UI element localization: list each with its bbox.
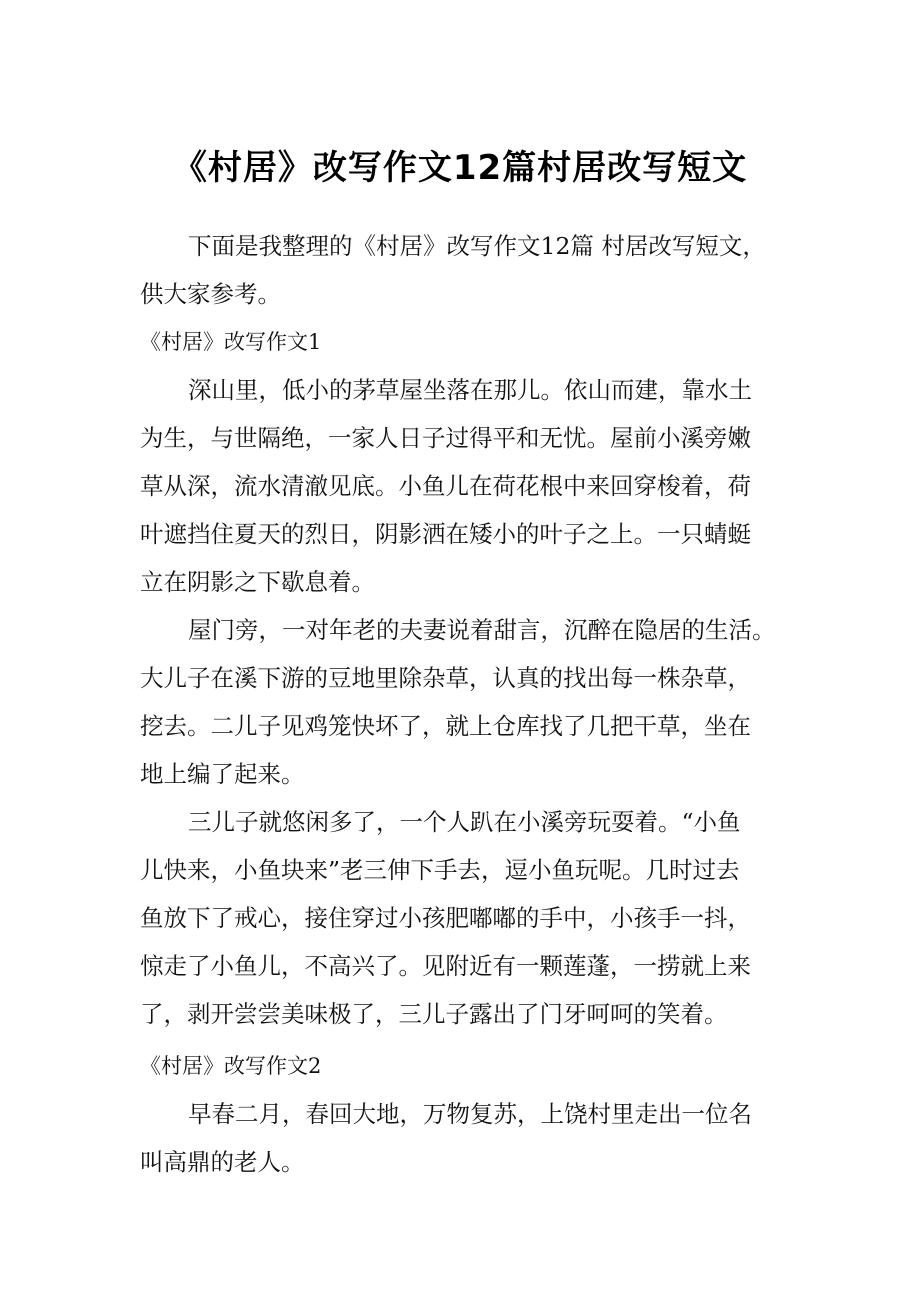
text-line: 惊走了小鱼儿，不高兴了。见附近有一颗莲蓬，一捞就上来: [140, 952, 751, 980]
text-line: 三儿子就悠闲多了，一个人趴在小溪旁玩耍着。“小鱼: [188, 808, 741, 836]
text-line: 立在阴影之下歇息着。: [140, 568, 375, 596]
text-line: 了，剥开尝尝美味极了，三儿子露出了门牙呵呵的笑着。: [140, 1000, 728, 1028]
intro-paragraph: [140, 222, 790, 318]
text-line: 鱼放下了戒心，接住穿过小孩肥嘟嘟的手中，小孩手一抖，: [140, 904, 751, 932]
text-line: 儿快来，小鱼块来”老三伸下手去，逗小鱼玩呢。几时过去: [140, 856, 740, 884]
section-heading: 《村居》改写作文1: [140, 330, 322, 354]
text-line: 早春二月，春回大地，万物复苏，上饶村里走出一位名: [188, 1100, 752, 1128]
paragraph: [140, 606, 790, 798]
text-line: 屋门旁，一对年老的夫妻说着甜言，沉醉在隐居的生活。: [188, 616, 776, 644]
section-heading: 《村居》改写作文2: [140, 1054, 322, 1078]
text-line: 叶遮挡住夏天的烈日，阴影洒在矮小的叶子之上。一只蜻蜓: [140, 520, 751, 548]
text-line: 下面是我整理的《村居》改写作文12篇 村居改写短文，: [188, 232, 766, 260]
paragraph: [140, 798, 790, 1038]
text-line: 深山里，低小的茅草屋坐落在那儿。依山而建，靠水土: [188, 376, 752, 404]
text-line: 大儿子在溪下游的豆地里除杂草，认真的找出每一株杂草，: [140, 664, 751, 692]
text-line: 草从深，流水清澈见底。小鱼儿在荷花根中来回穿梭着，荷: [140, 472, 751, 500]
paragraph: [140, 366, 790, 606]
text-line: 挖去。二儿子见鸡笼快坏了，就上仓库找了几把干草，坐在: [140, 712, 751, 740]
text-line: 为生，与世隔绝，一家人日子过得平和无忧。屋前小溪旁嫩: [140, 424, 751, 452]
text-line: 叫高鼎的老人。: [140, 1148, 305, 1176]
text-line: 地上编了起来。: [140, 760, 305, 788]
page-title: 《村居》改写作文12篇村居改写短文: [172, 148, 748, 188]
text-line: 供大家参考。: [140, 280, 281, 308]
paragraph: [140, 1090, 790, 1186]
